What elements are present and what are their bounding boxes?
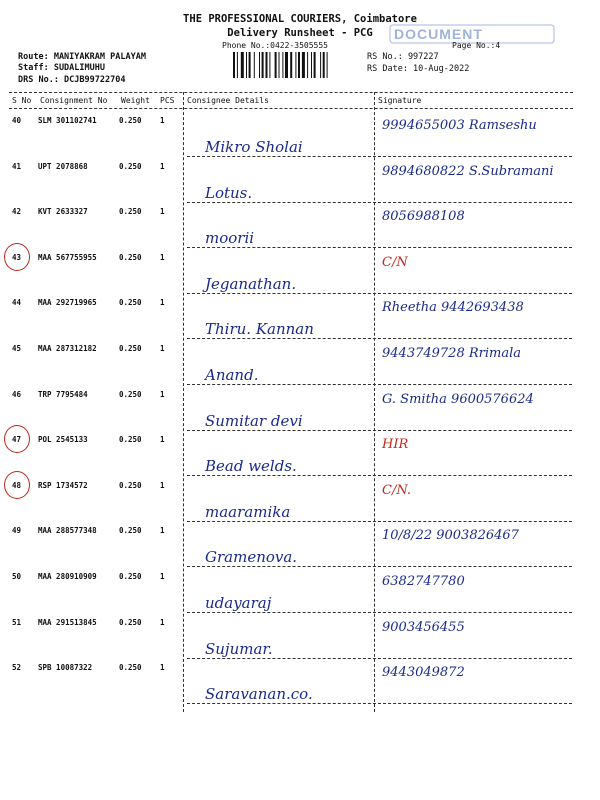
drs-number: DRS No.: DCJB99722704 xyxy=(18,75,126,85)
row-rule xyxy=(187,293,572,294)
row-consignee-handwritten: Jeganathan. xyxy=(205,274,297,293)
row-circle-mark xyxy=(4,243,30,271)
rs-number: RS No.: 997227 xyxy=(367,52,439,62)
row-weight: 0.250 xyxy=(119,389,142,399)
row-consignment-no: MAA 280910909 xyxy=(38,572,97,581)
row-pcs: 1 xyxy=(160,663,165,673)
row-pcs: 1 xyxy=(160,617,165,627)
row-consignee-handwritten: udayaraj xyxy=(205,594,272,612)
row-rule xyxy=(187,612,572,613)
row-signature-handwritten: C/N. xyxy=(382,482,412,498)
row-weight: 0.250 xyxy=(119,298,142,308)
staff: Staff: SUDALIMUHU xyxy=(18,63,105,73)
row-weight: 0.250 xyxy=(119,344,142,353)
barcode-bar xyxy=(262,52,264,78)
row-weight: 0.250 xyxy=(119,526,142,536)
row-signature-handwritten: 6382747780 xyxy=(382,574,465,589)
row-pcs: 1 xyxy=(160,435,165,445)
row-rule xyxy=(187,430,572,431)
row-consignment-no: SPB 10087322 xyxy=(38,663,93,673)
row-rule xyxy=(187,475,572,476)
row-pcs: 1 xyxy=(160,526,165,536)
row-consignee-handwritten: Mikro Sholai xyxy=(205,138,303,156)
row-rule xyxy=(187,566,572,567)
barcode-bar xyxy=(241,52,244,78)
barcode-bar xyxy=(259,52,260,78)
stamp-text: DOCUMENT xyxy=(394,26,483,42)
row-consignment-no: TRP 7795484 xyxy=(38,389,88,399)
table-header-rule xyxy=(9,108,573,109)
row-sno: 41 xyxy=(12,161,22,171)
row-pcs: 1 xyxy=(160,389,165,399)
row-signature-handwritten: C/N xyxy=(382,254,408,270)
row-sno: 51 xyxy=(12,617,22,627)
row-consignee-handwritten: moorii xyxy=(205,229,255,248)
col-header-consignee: Consignee Details xyxy=(187,96,269,105)
row-consignee-handwritten: Anand. xyxy=(205,366,259,384)
barcode-bar xyxy=(311,52,312,78)
barcode-bar xyxy=(290,52,292,78)
row-weight: 0.250 xyxy=(119,252,142,262)
row-sno: 43 xyxy=(12,252,22,262)
row-consignee-handwritten: maaramika xyxy=(205,502,291,521)
table-top-rule xyxy=(9,92,573,93)
barcode-bar xyxy=(295,52,296,78)
barcode-bar xyxy=(279,52,280,78)
row-sno: 44 xyxy=(12,298,22,308)
row-rule xyxy=(187,521,572,522)
col-header-pcs: PCS xyxy=(160,96,175,105)
consignee-column-divider xyxy=(183,92,184,712)
row-signature-handwritten: 9003456455 xyxy=(382,619,465,635)
row-pcs: 1 xyxy=(160,207,165,217)
row-sno: 48 xyxy=(12,480,22,490)
row-rule xyxy=(187,658,572,659)
route: Route: MANIYAKRAM PALAYAM xyxy=(18,52,146,62)
row-consignment-no: MAA 567755955 xyxy=(38,252,97,262)
row-consignment-no: POL 2545133 xyxy=(38,435,88,445)
row-consignee-handwritten: Sujumar. xyxy=(205,639,273,658)
row-signature-handwritten: 9443749728 Rrimala xyxy=(382,346,521,361)
row-weight: 0.250 xyxy=(119,663,142,673)
row-sno: 40 xyxy=(12,116,22,125)
row-signature-handwritten: G. Smitha 9600576624 xyxy=(382,391,534,407)
row-consignee-handwritten: Saravanan.co. xyxy=(205,685,313,704)
barcode-bar xyxy=(246,52,247,78)
row-circle-mark xyxy=(4,471,30,499)
row-consignment-no: MAA 288577348 xyxy=(38,526,97,536)
row-consignee-handwritten: Gramenova. xyxy=(205,548,298,567)
row-rule xyxy=(187,703,572,704)
barcode-bar xyxy=(275,52,277,78)
barcode-bar xyxy=(302,52,305,78)
row-consignee-handwritten: Thiru. Kannan xyxy=(205,320,314,339)
barcode-bar xyxy=(269,52,270,78)
row-signature-handwritten: 10/8/22 9003826467 xyxy=(382,528,519,544)
row-pcs: 1 xyxy=(160,480,165,490)
row-consignment-no: RSP 1734572 xyxy=(38,480,88,490)
barcode-bar xyxy=(323,52,325,78)
row-rule xyxy=(187,247,572,248)
row-weight: 0.250 xyxy=(119,480,142,490)
barcode-bar xyxy=(266,52,268,78)
row-signature-handwritten: 9994655003 Ramseshu xyxy=(382,118,537,133)
barcode-bar xyxy=(327,52,328,78)
col-header-sno: S No xyxy=(12,96,32,105)
barcode xyxy=(233,52,358,78)
barcode-bar xyxy=(314,52,316,78)
row-sno: 46 xyxy=(12,389,22,399)
row-pcs: 1 xyxy=(160,161,165,171)
barcode-bar xyxy=(237,52,238,78)
row-signature-handwritten: 9443049872 xyxy=(382,665,465,681)
barcode-bar xyxy=(254,52,255,78)
row-consignment-no: KVT 2633327 xyxy=(38,207,88,217)
col-header-signature: Signature xyxy=(378,96,422,105)
row-rule xyxy=(187,156,572,157)
row-consignee-handwritten: Sumitar devi xyxy=(205,411,303,430)
row-sno: 49 xyxy=(12,526,22,536)
row-pcs: 1 xyxy=(160,116,165,125)
row-consignee-handwritten: Lotus. xyxy=(205,183,253,202)
row-sno: 45 xyxy=(12,344,22,353)
row-weight: 0.250 xyxy=(119,207,142,217)
col-header-weight: Weight xyxy=(121,96,150,105)
row-rule xyxy=(187,202,572,203)
row-signature-handwritten: 8056988108 xyxy=(382,209,465,225)
signature-column-divider xyxy=(374,92,375,712)
row-weight: 0.250 xyxy=(119,572,142,581)
row-sno: 42 xyxy=(12,207,22,217)
row-weight: 0.250 xyxy=(119,116,142,125)
phone-number: Phone No.:0422-3505555 xyxy=(222,41,328,50)
row-sno: 50 xyxy=(12,572,22,581)
document-title: THE PROFESSIONAL COURIERS, Coimbatore xyxy=(183,13,417,25)
row-rule xyxy=(187,338,572,339)
row-sno: 47 xyxy=(12,435,22,445)
row-pcs: 1 xyxy=(160,572,165,581)
row-pcs: 1 xyxy=(160,252,165,262)
row-circle-mark xyxy=(4,425,30,453)
barcode-bar xyxy=(298,52,300,78)
barcode-bar xyxy=(285,52,288,78)
document-subtitle: Delivery Runsheet - PCG xyxy=(227,27,373,39)
row-weight: 0.250 xyxy=(119,161,142,171)
row-consignment-no: MAA 292719965 xyxy=(38,298,97,308)
rs-date: RS Date: 10-Aug-2022 xyxy=(367,64,470,74)
row-sno: 52 xyxy=(12,663,22,673)
barcode-bar xyxy=(320,52,321,78)
row-weight: 0.250 xyxy=(119,435,142,445)
col-header-consignment: Consignment No xyxy=(40,96,108,105)
barcode-bar xyxy=(307,52,308,78)
row-rule xyxy=(187,384,572,385)
row-pcs: 1 xyxy=(160,344,165,353)
row-consignment-no: SLM 301102741 xyxy=(38,116,97,125)
row-weight: 0.250 xyxy=(119,617,142,627)
barcode-bar xyxy=(249,52,251,78)
page-number: Page No.:4 xyxy=(452,41,501,50)
row-consignment-no: MAA 287312182 xyxy=(38,344,97,353)
barcode-bar xyxy=(233,52,235,78)
row-signature-handwritten: HIR xyxy=(382,437,409,453)
barcode-bar xyxy=(282,52,283,78)
row-signature-handwritten: 9894680822 S.Subramani xyxy=(382,163,554,179)
row-consignee-handwritten: Bead welds. xyxy=(205,457,297,476)
row-pcs: 1 xyxy=(160,298,165,308)
row-signature-handwritten: Rheetha 9442693438 xyxy=(382,300,524,316)
row-consignment-no: MAA 291513845 xyxy=(38,617,97,627)
row-consignment-no: UPT 2078868 xyxy=(38,161,88,171)
